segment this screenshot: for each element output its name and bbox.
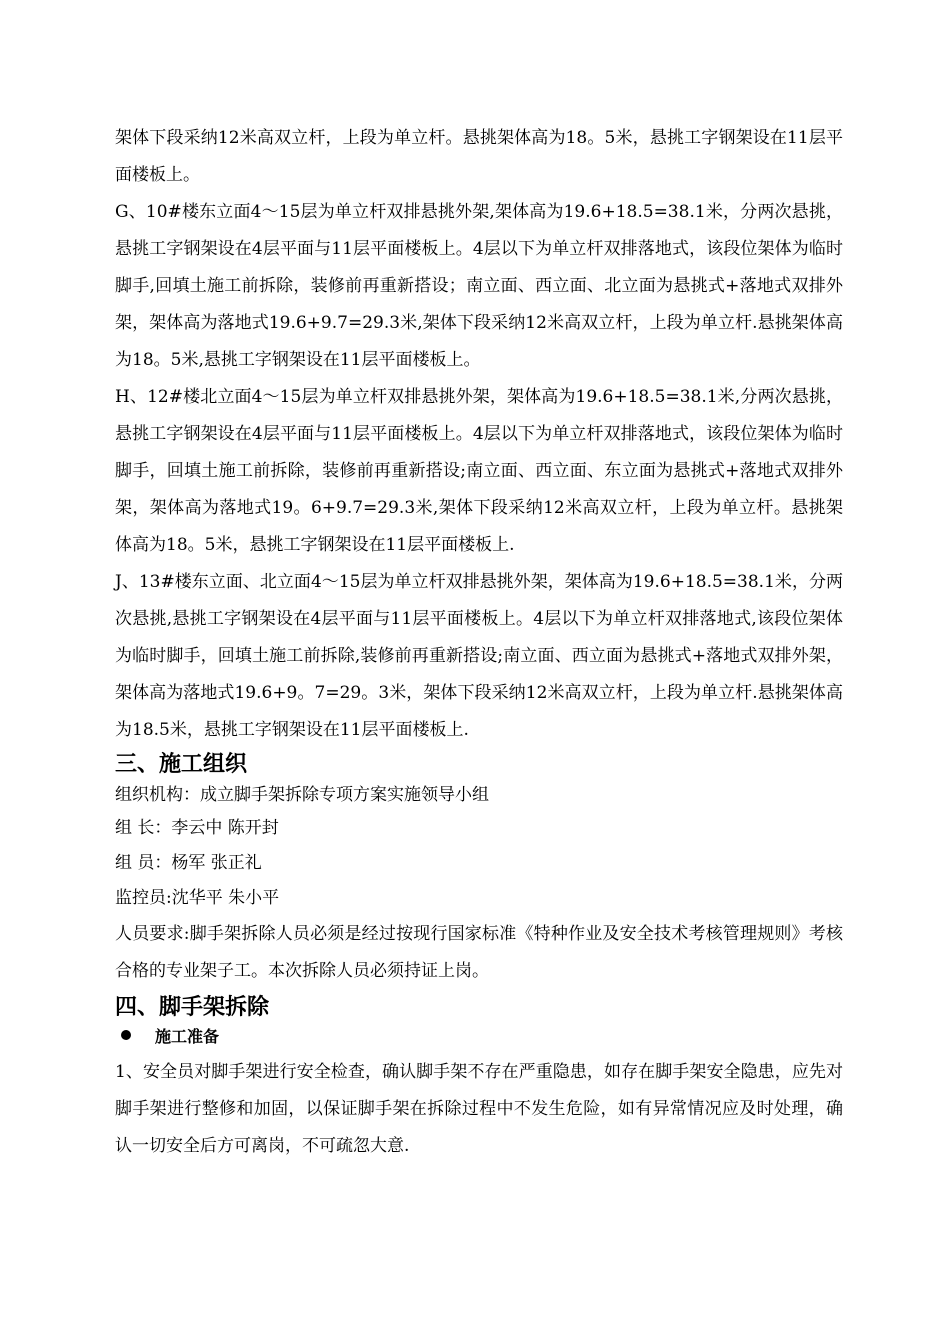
paragraph-building-10: G、10#楼东立面4～15层为单立杆双排悬挑外架,架体高为19.6+18.5=38.1米，分两次悬挑，悬挑工字钢架设在4层平面与11层平面楼板上。4层以下为单立杆双排落地式，该段位架体为临时脚手,回填土施工前拆除，装修前再重新搭设；南立面、西立面、北立面为悬挑式+落地式双排外架，架体高为落地式19.6+9.7=29.3米,架体下段采纳12米高双立杆，上段为单立杆.悬挑架体高为18。5米,悬挑工字钢架设在11层平面楼板上。 xyxy=(115,202,843,370)
document-body xyxy=(115,120,843,1165)
section-heading-scaffold-removal: 四、脚手架拆除 xyxy=(115,995,270,1020)
org-structure-line: 组织机构：成立脚手架拆除专项方案实施领导小组 xyxy=(115,785,489,805)
preparation-item-1: 1、安全员对脚手架进行安全检查，确认脚手架不存在严重隐患，如存在脚手架安全隐患，应先对脚手架进行整修和加固，以保证脚手架在拆除过程中不发生危险，如有异常情况应及时处理，确认一切安全后方可离岗，不可疏忽大意. xyxy=(115,1062,843,1156)
paragraph-scaffold-lower-section: 架体下段采纳12米高双立杆，上段为单立杆。悬挑架体高为18。5米，悬挑工字钢架设在11层平面楼板上。 xyxy=(115,128,843,185)
bullet-dot-icon xyxy=(121,1030,131,1040)
paragraph-building-12: H、12#楼北立面4～15层为单立杆双排悬挑外架，架体高为19.6+18.5=38.1米,分两次悬挑，悬挑工字钢架设在4层平面与11层平面楼板上。4层以下为单立杆双排落地式，该段位架体为临时脚手，回填土施工前拆除，装修前再重新搭设;南立面、西立面、东立面为悬挑式+落地式双排外架，架体高为落地式19。6+9.7=29.3米,架体下段采纳12米高双立杆，上段为单立杆。悬挑架体高为18。5米，悬挑工字钢架设在11层平面楼板上. xyxy=(115,387,843,555)
supervisors-line: 监控员:沈华平 朱小平 xyxy=(115,888,280,908)
section-heading-construction-organization: 三、施工组织 xyxy=(115,752,248,777)
paragraph-building-13: J、13#楼东立面、北立面4～15层为单立杆双排悬挑外架，架体高为19.6+18.5=38.1米，分两次悬挑,悬挑工字钢架设在4层平面与11层平面楼板上。4层以下为单立杆双排落地式,该段位架体为临时脚手，回填土施工前拆除,装修前再重新搭设;南立面、西立面为悬挑式+落地式双排外架，架体高为落地式19.6+9。7=29。3米，架体下段采纳12米高双立杆，上段为单立杆.悬挑架体高为18.5米，悬挑工字钢架设在11层平面楼板上. xyxy=(115,572,843,740)
team-members-line: 组 员：杨军 张正礼 xyxy=(115,853,262,873)
bullet-construction-preparation xyxy=(121,1022,843,1048)
personnel-requirements-paragraph: 人员要求:脚手架拆除人员必须是经过按现行国家标准《特种作业及安全技术考核管理规则》考核合格的专业架子工。本次拆除人员必须持证上岗。 xyxy=(115,924,843,981)
bullet-label: 施工准备 xyxy=(155,1026,220,1046)
team-leader-line: 组 长：李云中 陈开封 xyxy=(115,818,279,838)
